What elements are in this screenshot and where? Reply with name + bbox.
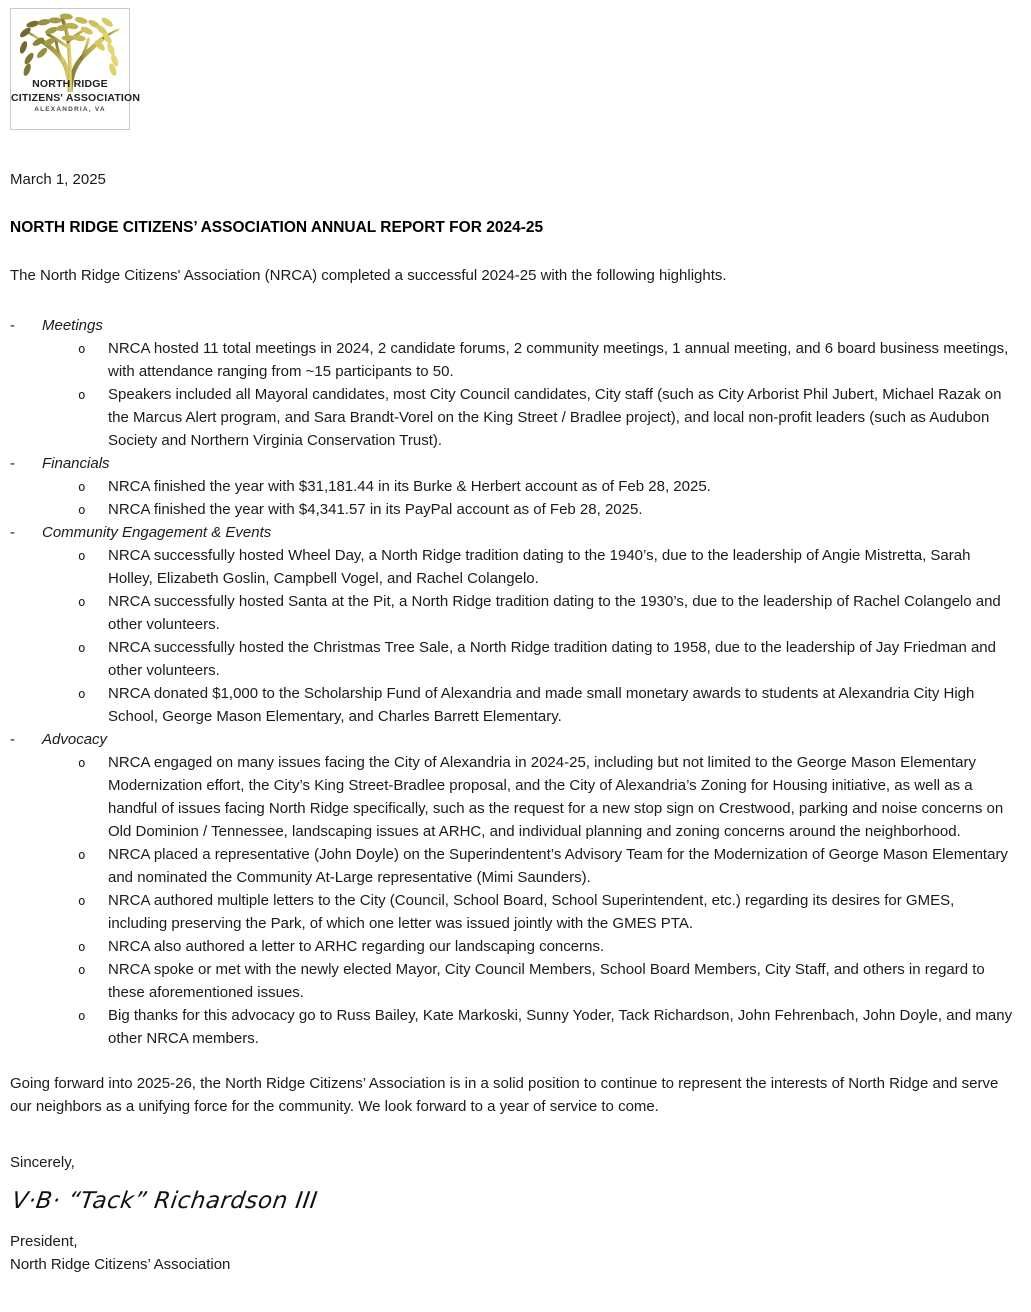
bullet-item: [10, 958, 1017, 1004]
bullet-item: [10, 590, 1017, 636]
section-heading: Meetings: [42, 317, 103, 334]
section-row-community: [10, 521, 1017, 544]
bullet-item: [10, 383, 1017, 452]
circle-bullet-marker: o: [78, 939, 86, 954]
dash-bullet-marker: -: [10, 524, 15, 541]
bullet-text: NRCA engaged on many issues facing the City of Alexandria in 2024-25, including but not limited to the George Mason Elementary Modernization effort, the City’s King Street-Bradlee proposal, and the City of Alexandria’s Zoning for Housing initiative, as well as a handful of issues facing North Ridge specifically, such as the request for a new stop sign on Crestwood, parking and noise concerns on Old Dominion / Tennessee, landscaping issues at ARHC, and individual planning and zoning concerns around the neighborhood.: [108, 754, 1004, 840]
logo-org-name-line1: NORTH RIDGE: [32, 78, 108, 90]
letter-date: March 1, 2025: [10, 171, 106, 188]
section-row-advocacy: [10, 728, 1017, 751]
bullet-text: NRCA spoke or met with the newly elected Mayor, City Council Members, School Board Members, City Staff, and others in regard to these aforementioned issues.: [108, 961, 985, 1001]
bullet-item: [10, 1004, 1017, 1050]
logo-org-name-line2: CITIZENS' ASSOCIATION: [11, 92, 141, 104]
circle-bullet-marker: o: [78, 686, 86, 701]
bullet-text: NRCA successfully hosted Wheel Day, a North Ridge tradition dating to the 1940’s, due to the leadership of Angie Mistretta, Sarah Holley, Elizabeth Goslin, Campbell Vogel, and Rachel Colangelo.: [108, 547, 971, 587]
bullet-item: [10, 636, 1017, 682]
dash-bullet-marker: -: [10, 731, 15, 748]
circle-bullet-marker: o: [78, 640, 86, 655]
bullet-item: [10, 475, 1017, 498]
bullet-item: [10, 544, 1017, 590]
bullet-text: NRCA successfully hosted Santa at the Pit, a North Ridge tradition dating to the 1930’s, due to the leadership of Rachel Colangelo and other volunteers.: [108, 593, 1001, 633]
bullet-text: NRCA finished the year with $31,181.44 in its Burke & Herbert account as of Feb 28, 2025.: [108, 478, 711, 495]
circle-bullet-marker: o: [78, 341, 86, 356]
bullet-text: NRCA also authored a letter to ARHC regarding our landscaping concerns.: [108, 938, 605, 955]
letter-intro: The North Ridge Citizens' Association (NRCA) completed a successful 2024-25 with the following highlights.: [10, 267, 727, 284]
bullet-text: NRCA successfully hosted the Christmas Tree Sale, a North Ridge tradition dating to 1958, due to the leadership of Jay Friedman and other volunteers.: [108, 639, 996, 679]
section-heading: Financials: [42, 455, 110, 472]
dash-bullet-marker: -: [10, 317, 15, 334]
bullet-text: NRCA hosted 11 total meetings in 2024, 2 candidate forums, 2 community meetings, 1 annual meeting, and 6 board business meetings, with attendance ranging from ~15 participants to 50.: [108, 340, 1009, 380]
section-heading: Advocacy: [42, 731, 108, 748]
highlights-list: [10, 314, 1017, 1050]
closing-paragraph: Going forward into 2025-26, the North Ridge Citizens’ Association is in a solid position to continue to represent the interests of North Ridge and serve our neighbors as a unifying force for the community. We look forward to a year of service to come.: [10, 1075, 999, 1115]
bullet-text: NRCA placed a representative (John Doyle) on the Superindentent’s Advisory Team for the Modernization of George Mason Elementary and nominated the Community At-Large representative (Mimi Saunders).: [108, 846, 1008, 886]
circle-bullet-marker: o: [78, 479, 86, 494]
dash-bullet-marker: -: [10, 455, 15, 472]
circle-bullet-marker: o: [78, 502, 86, 517]
logo-location: ALEXANDRIA, VA: [34, 106, 106, 113]
section-heading: Community Engagement & Events: [42, 524, 272, 541]
circle-bullet-marker: o: [78, 893, 86, 908]
circle-bullet-marker: o: [78, 387, 86, 402]
signoff-role: President,: [10, 1233, 78, 1250]
circle-bullet-marker: o: [78, 548, 86, 563]
bullet-item: [10, 337, 1017, 383]
circle-bullet-marker: o: [78, 962, 86, 977]
nrca-logo: [10, 8, 141, 130]
circle-bullet-marker: o: [78, 847, 86, 862]
circle-bullet-marker: o: [78, 1008, 86, 1023]
bullet-item: [10, 751, 1017, 843]
bullet-text: NRCA donated $1,000 to the Scholarship Fund of Alexandria and made small monetary awards to students at Alexandria City High School, George Mason Elementary, and Charles Barrett Elementary.: [108, 685, 975, 725]
circle-bullet-marker: o: [78, 755, 86, 770]
bullet-item: [10, 682, 1017, 728]
bullet-item: [10, 498, 1017, 521]
bullet-item: [10, 889, 1017, 935]
valediction: Sincerely,: [10, 1154, 75, 1171]
section-row-meetings: [10, 314, 1017, 337]
bullet-text: Speakers included all Mayoral candidates, most City Council candidates, City staff (such as City Arborist Phil Jubert, Michael Razak on the Marcus Alert program, and Sara Brandt-Vorel on the King Street / Bradlee project), and local non-profit leaders (such as Audubon Society and Northern Virginia Conservation Trust).: [108, 386, 1002, 449]
bullet-item: [10, 935, 1017, 958]
bullet-text: Big thanks for this advocacy go to Russ Bailey, Kate Markoski, Sunny Yoder, Tack Richardson, John Fehrenbach, John Doyle, and many other NRCA members.: [108, 1007, 1013, 1047]
signature: V·B· “Tack” Richardson III: [10, 1188, 320, 1214]
section-row-financials: [10, 452, 1017, 475]
circle-bullet-marker: o: [78, 594, 86, 609]
bullet-text: NRCA finished the year with $4,341.57 in its PayPal account as of Feb 28, 2025.: [108, 501, 643, 518]
bullet-item: [10, 843, 1017, 889]
bullet-text: NRCA authored multiple letters to the City (Council, School Board, School Superintendent, etc.) regarding its desires for GMES, including preserving the Park, of which one letter was issued jointly with the GMES PTA.: [108, 892, 955, 932]
signoff-org: North Ridge Citizens’ Association: [10, 1256, 231, 1273]
letter-title: NORTH RIDGE CITIZENS’ ASSOCIATION ANNUAL REPORT FOR 2024-25: [10, 219, 544, 236]
